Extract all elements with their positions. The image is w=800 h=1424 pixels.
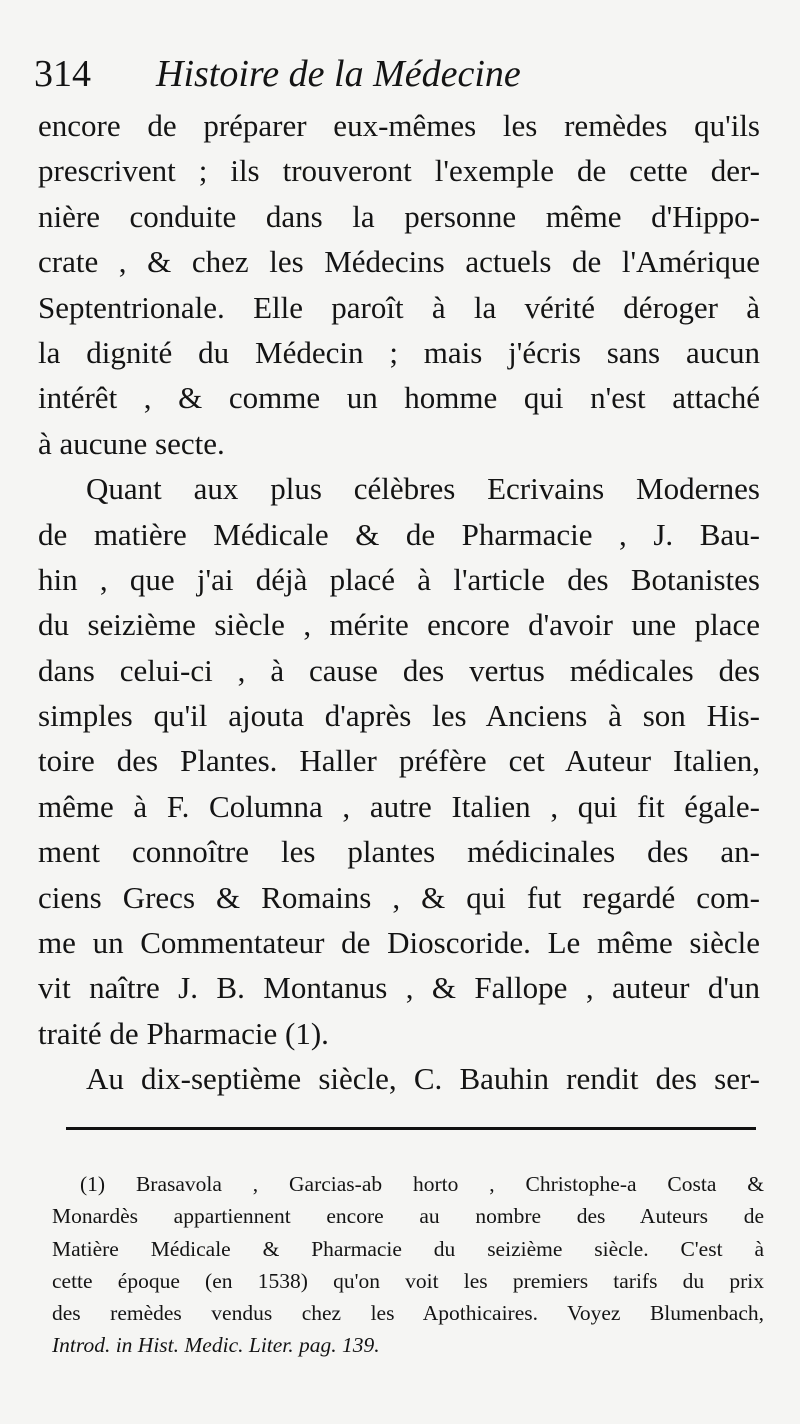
text-line: à aucune secte. xyxy=(38,425,225,461)
footnote-separator-rule xyxy=(66,1127,756,1130)
paragraph-start-line: Quant aux plus célèbres Ecrivains Modernes xyxy=(86,471,760,507)
text-line: traité de Pharmacie (1). xyxy=(38,1015,329,1051)
text-line: toire des Plantes. Haller préfère cet Auteur Italien, xyxy=(38,743,760,779)
main-text xyxy=(38,103,760,1102)
text-line: intérêt , & comme un homme qui n'est attaché xyxy=(38,380,760,416)
text-line: de matière Médicale & de Pharmacie , J. Bau- xyxy=(38,516,760,552)
text-line: Septentrionale. Elle paroît à la vérité déroger à xyxy=(38,289,760,325)
running-title: Histoire de la Médecine xyxy=(156,53,521,95)
footnote xyxy=(52,1168,764,1362)
text-line: du seizième siècle , mérite encore d'avoir une place xyxy=(38,607,760,643)
text-line: ciens Grecs & Romains , & qui fut regardé com- xyxy=(38,879,760,915)
paragraph-start-line: Au dix-septième siècle, C. Bauhin rendit des ser- xyxy=(86,1061,760,1097)
text-line: même à F. Columna , autre Italien , qui fit égale- xyxy=(38,788,760,824)
text-line: la dignité du Médecin ; mais j'écris sans aucun xyxy=(38,334,760,370)
footnote-line: Matière Médicale & Pharmacie du seizième siècle. C'est à xyxy=(52,1236,764,1261)
page-number: 314 xyxy=(34,53,91,95)
footnote-line: Monardès appartiennent encore au nombre des Auteurs de xyxy=(52,1204,764,1229)
text-line: vit naître J. B. Montanus , & Fallope , auteur d'un xyxy=(38,970,760,1006)
text-line: crate , & chez les Médecins actuels de l'Amérique xyxy=(38,244,760,280)
text-line: dans celui-ci , à cause des vertus médicales des xyxy=(38,652,760,688)
text-line: ment connoître les plantes médicinales des an- xyxy=(38,834,760,870)
text-line: hin , que j'ai déjà placé à l'article des Botanistes xyxy=(38,561,760,597)
page-header xyxy=(34,44,774,104)
footnote-line: cette époque (en 1538) qu'on voit les premiers tarifs du prix xyxy=(52,1268,764,1293)
text-line: encore de préparer eux-mêmes les remèdes qu'ils xyxy=(38,108,760,143)
text-line: prescrivent ; ils trouveront l'exemple de cette der- xyxy=(38,153,760,189)
footnote-line: des remèdes vendus chez les Apothicaires. Voyez Blumenbach, xyxy=(52,1301,764,1326)
text-line: simples qu'il ajouta d'après les Anciens à son His- xyxy=(38,698,760,734)
footnote-line: Introd. in Hist. Medic. Liter. pag. 139. xyxy=(52,1333,380,1358)
footnote-line: (1) Brasavola , Garcias-ab horto , Christophe-a Costa & xyxy=(80,1172,764,1196)
text-line: me un Commentateur de Dioscoride. Le même siècle xyxy=(38,925,760,961)
text-line: nière conduite dans la personne même d'Hippo- xyxy=(38,198,760,234)
